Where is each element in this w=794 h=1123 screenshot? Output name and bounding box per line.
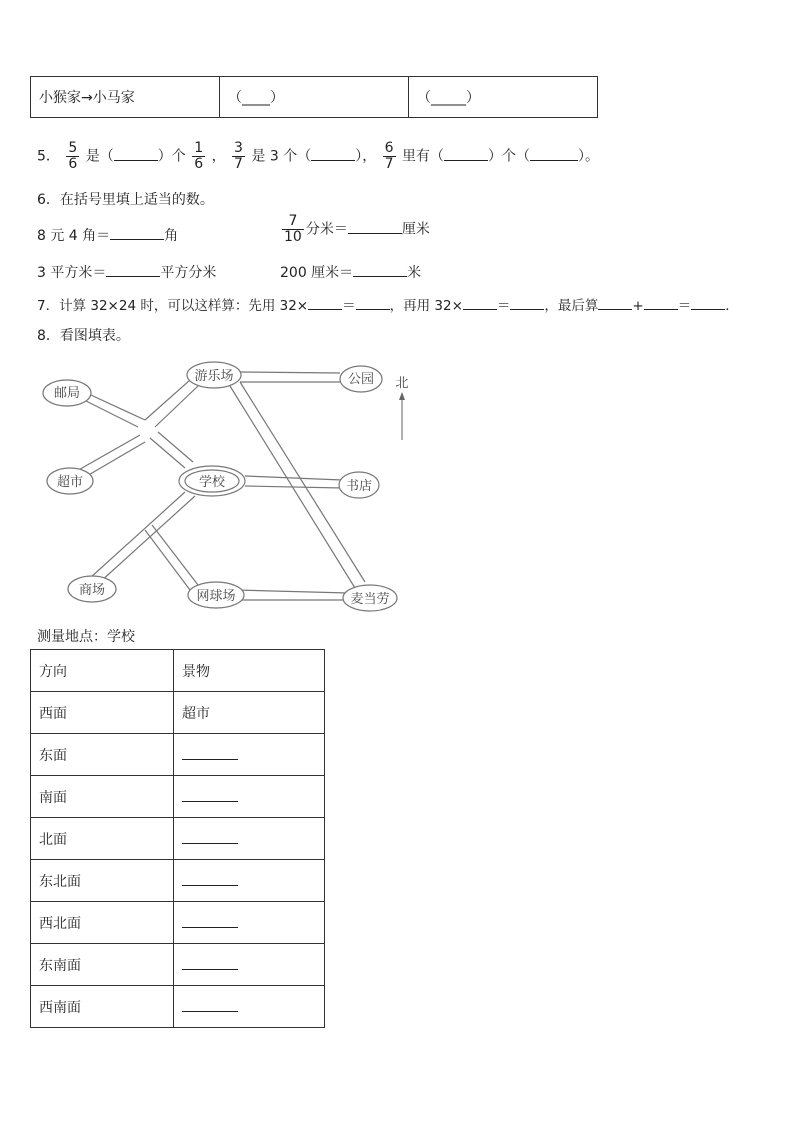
scenery-cell[interactable] [174,860,325,902]
map-label: 书店 [345,479,373,494]
answer-blank[interactable] [644,295,678,310]
answer-cell[interactable]: （____） [220,77,409,118]
road [235,590,348,593]
scenery-cell[interactable] [174,818,325,860]
answer-blank[interactable] [182,745,238,760]
north-label: 北 [395,376,409,391]
q6-item-d: 200 厘米＝ 米 [280,262,421,282]
table-row [31,986,325,1028]
answer-blank[interactable] [182,871,238,886]
answer-blank[interactable] [182,997,238,1012]
road [240,372,340,373]
answer-blank[interactable] [182,787,238,802]
answer-blank[interactable] [182,955,238,970]
scenery-cell[interactable] [174,902,325,944]
fraction: $\frac{6}{7}$ [384,140,394,172]
direction-cell: 西北面 [31,902,174,944]
direction-cell: 西面 [31,692,174,734]
table-row [31,944,325,986]
table-row [31,734,325,776]
road [150,438,185,468]
direction-cell: 东北面 [31,860,174,902]
q6-item-a: 8 元 4 角＝ 角 [37,225,178,245]
top-table [30,76,598,118]
answer-blank[interactable] [182,829,238,844]
answer-blank[interactable] [106,262,160,277]
header-scenery: 景物 [174,650,325,692]
road [100,496,195,582]
fraction: $\frac{7}{10}$ [284,213,302,245]
answer-blank[interactable] [530,146,578,161]
map-label: 超市 [56,475,84,490]
table-header-row [31,650,325,692]
question-number: 5． [37,148,60,165]
answer-blank[interactable] [356,295,390,310]
table-row [31,860,325,902]
map-diagram [30,350,410,620]
table-row [31,818,325,860]
scenery-cell[interactable] [174,734,325,776]
north-arrow-head [399,392,405,400]
question-8-title: 8．看图填表。 [37,328,130,344]
map-label: 网球场 [196,589,236,604]
question-7: 7．计算 32×24 时，可以这样算：先用 32× ＝ ，再用 32× ＝ ，最后算 + ＝ ． [37,294,739,314]
fraction: $\frac{5}{6}$ [68,140,78,172]
direction-cell: 南面 [31,776,174,818]
direction-cell: 东南面 [31,944,174,986]
answer-blank[interactable] [691,295,725,310]
answer-blank[interactable] [598,295,632,310]
scenery-cell[interactable] [174,776,325,818]
road [75,435,140,472]
scenery-cell: 超市 [174,692,325,734]
question-5: 5． $\frac{5}{6}$ 是（ ）个 $\frac{1}{6}$ ， $\frac{3}{7}$ 是 3 个（ ）， $\frac{6}{7}$ 里有（ ）个（ ）。 [37,140,600,172]
answer-blank[interactable] [463,295,497,310]
direction-cell: 东面 [31,734,174,776]
question-6-title: 6．在括号里填上适当的数。 [37,192,214,208]
answer-blank[interactable] [348,219,402,234]
answer-blank[interactable] [182,913,238,928]
road [152,525,198,585]
answer-blank[interactable] [311,146,355,161]
fraction: $\frac{3}{7}$ [234,140,243,172]
map-label: 商场 [78,583,106,598]
table-row [31,776,325,818]
road [230,386,355,588]
answer-blank[interactable] [444,146,488,161]
scenery-cell[interactable] [174,986,325,1028]
answer-blank[interactable] [308,295,342,310]
scenery-cell[interactable] [174,944,325,986]
answer-blank[interactable] [114,146,158,161]
road [158,432,193,462]
header-direction: 方向 [31,650,174,692]
map-label: 游乐场 [194,369,234,384]
answer-blank[interactable] [510,295,544,310]
measure-point: 测量地点：学校 [37,629,135,645]
q6-item-b: $\frac{7}{10}$ 分米＝ 厘米 [284,213,430,245]
fraction: $\frac{1}{6}$ [194,140,204,172]
answer-blank[interactable] [110,225,164,240]
map-label: 学校 [198,475,226,490]
map-label: 邮局 [53,386,81,401]
answer-cell[interactable]: （_____） [409,77,598,118]
direction-table [30,649,325,1028]
answer-blank[interactable] [353,262,407,277]
table-row [31,692,325,734]
direction-cell: 北面 [31,818,174,860]
road [245,476,342,480]
table-row [31,77,598,118]
map-label: 麦当劳 [350,592,390,607]
road [145,530,190,590]
direction-cell: 西南面 [31,986,174,1028]
route-label: 小猴家→小马家 [31,77,220,118]
map-label: 公园 [347,372,375,387]
q6-item-c: 3 平方米＝ 平方分米 [37,262,216,282]
table-row [31,902,325,944]
